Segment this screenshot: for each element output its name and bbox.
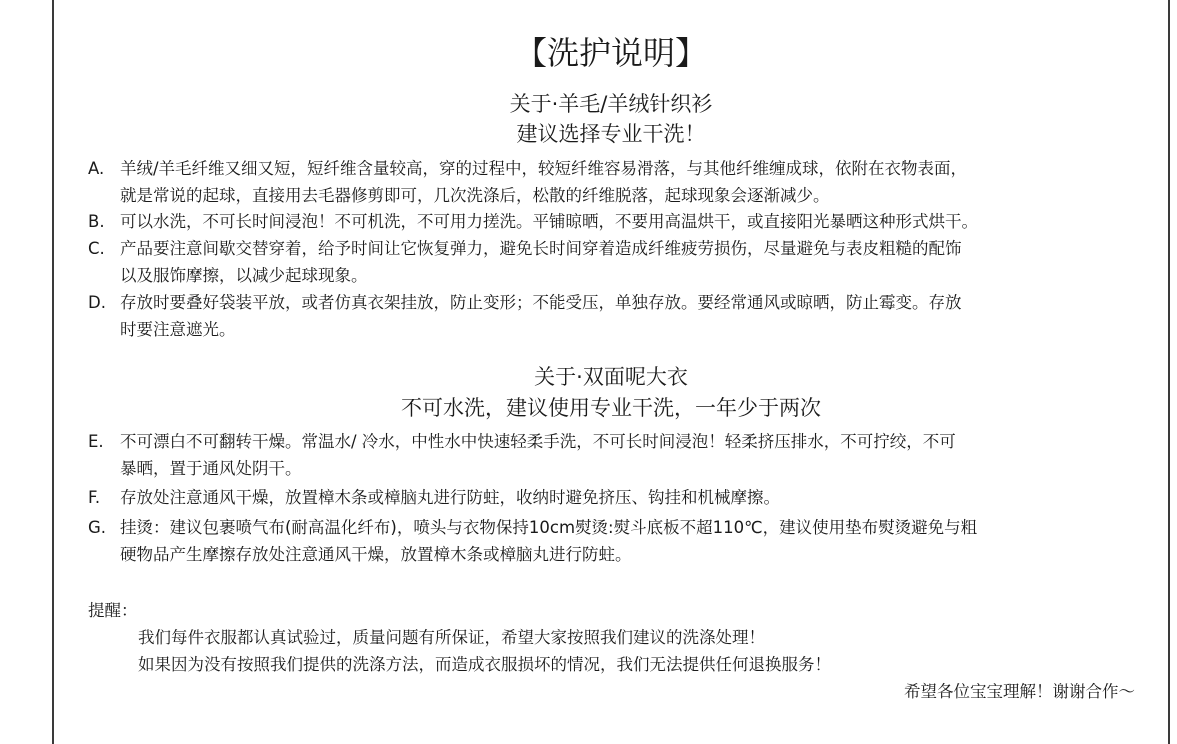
item-text-line: 存放时要叠好袋装平放，或者仿真衣架挂放，防止变形；不能受压，单独存放。要经常通风或晾晒，防止霉变。存放 <box>120 293 962 312</box>
reminder-line-1: 我们每件衣服都认真试验过，质量问题有所保证，希望大家按照我们建议的洗涤处理！ <box>138 628 765 647</box>
item-text-line: 暴晒，置于通风处阴干。 <box>120 459 302 478</box>
reminder-signoff: 希望各位宝宝理解！谢谢合作～ <box>904 682 1135 701</box>
item-letter: B. <box>88 212 105 231</box>
reminder-label: 提醒： <box>88 601 138 620</box>
item-text-line: 时要注意遮光。 <box>120 320 236 339</box>
item-text-line: 羊绒/羊毛纤维又细又短，短纤维含量较高，穿的过程中，较短纤维容易滑落，与其他纤维缠成球，依附在衣物表面， <box>120 159 968 178</box>
page-title: 【洗护说明】 <box>514 34 707 72</box>
item-letter: D. <box>88 293 106 312</box>
item-letter: E. <box>88 432 104 451</box>
section2-heading: 关于·双面呢大衣 <box>534 365 688 389</box>
item-text-line: 产品要注意间歇交替穿着，给予时间让它恢复弹力，避免长时间穿着造成纤维疲劳损伤，尽量避免与表皮粗糙的配饰 <box>120 239 962 258</box>
item-text-line: 不可漂白不可翻转干燥。常温水/ 冷水，中性水中快速轻柔手洗，不可长时间浸泡！轻柔挤压排水，不可拧绞，不可 <box>120 432 956 451</box>
item-text-line: 就是常说的起球，直接用去毛器修剪即可，几次洗涤后，松散的纤维脱落，起球现象会逐渐减少。 <box>120 186 830 205</box>
reminder-line-2: 如果因为没有按照我们提供的洗涤方法，而造成衣服损坏的情况，我们无法提供任何退换服务！ <box>138 655 831 674</box>
item-letter: C. <box>88 239 105 258</box>
item-text-line: 以及服饰摩擦，以减少起球现象。 <box>120 266 368 285</box>
item-text-line: 挂烫：建议包裹喷气布(耐高温化纤布)，喷头与衣物保持10cm熨烫:熨斗底板不超110℃，建议使用垫布熨烫避免与粗 <box>120 518 978 537</box>
item-text-line: 可以水洗，不可长时间浸泡！不可机洗，不可用力搓洗。平铺晾晒，不要用高温烘干，或直接阳光暴晒这种形式烘干。 <box>120 212 978 231</box>
item-text-line: 硬物品产生摩擦存放处注意通风干燥，放置樟木条或樟脑丸进行防蛀。 <box>120 545 632 564</box>
section1-subheading: 建议选择专业干洗！ <box>516 122 706 146</box>
item-letter: F. <box>88 488 101 507</box>
item-letter: G. <box>88 518 107 537</box>
item-letter: A. <box>88 159 105 178</box>
section1-heading: 关于·羊毛/羊绒针织衫 <box>509 92 713 116</box>
section2-subheading: 不可水洗，建议使用专业干洗，一年少于两次 <box>401 396 821 420</box>
right-border-line <box>1168 0 1170 744</box>
item-text-line: 存放处注意通风干燥，放置樟木条或樟脑丸进行防蛀，收纳时避免挤压、钩挂和机械摩擦。 <box>120 488 780 507</box>
